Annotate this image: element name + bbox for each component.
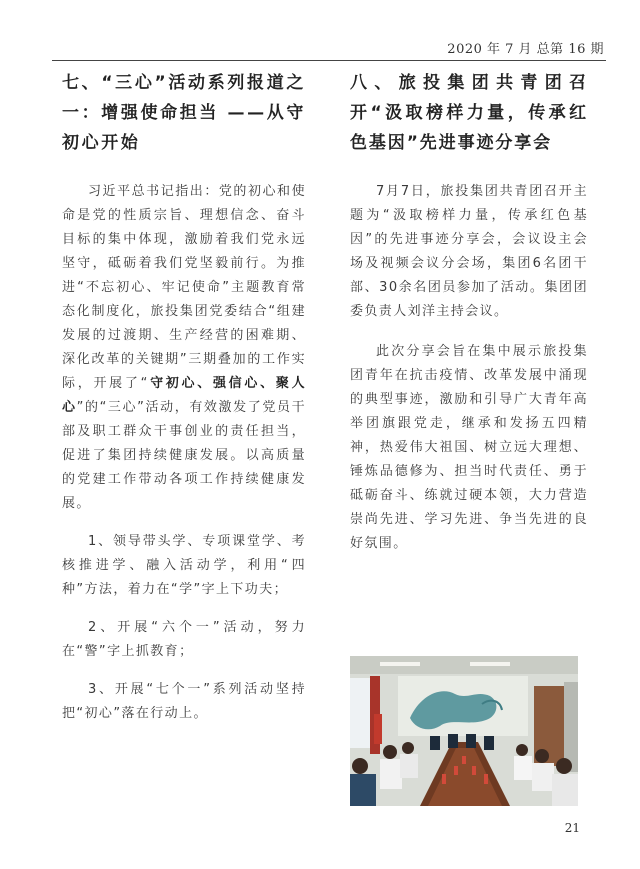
- intro-text-2: ”的“三心”活动，有效激发了党员干部及职工群众干事创业的责任担当，促进了集团持续健康发展。以高质量的党建工作带动各项工作持续健康发展。: [62, 400, 306, 511]
- left-article: [62, 68, 306, 726]
- right-article-paragraph: 7月7日，旅投集团共青团召开主题为“汲取榜样力量，传承红色基因”的先进事迹分享会，会议设主会场及视频会议分会场，集团6名团干部、30余名团员参加了活动。集团团委负责人刘洋主持会议。: [350, 184, 588, 319]
- list-item: 3、开展“七个一”系列活动坚持把“初心”落在行动上。: [62, 682, 306, 721]
- meeting-photo: [350, 656, 578, 806]
- issue-label: 2020 年 7 月 总第 16 期: [447, 42, 604, 57]
- intro-bold-text: 守初心、强信心、聚人心: [62, 376, 306, 415]
- intro-text-1: 习近平总书记指出：党的初心和使命是党的性质宗旨、理想信念、奋斗目标的集中体现，激励着我们党永远坚守，砥砺着我们党坚毅前行。为推进“不忘初心、牢记使命”主题教育常态化制度化，旅投集团党委结合“组建发展的过渡期、生产经营的困难期、深化改革的关键期”三期叠加的工作实际，开展了“: [62, 184, 306, 391]
- right-article-paragraph: 此次分享会旨在集中展示旅投集团青年在抗击疫情、改革发展中涌现的典型事迹，激励和引导广大青年高举团旗跟党走，继承和发扬五四精神，热爱伟大祖国、树立远大理想、锤炼品德修为、担当时代责任、勇于砥砺奋斗、练就过硬本领，大力营造崇尚先进、学习先进、争当先进的良好氛围。: [350, 344, 588, 551]
- right-article-title: 八、旅投集团共青团召开“汲取榜样力量，传承红色基因”先进事迹分享会: [350, 73, 588, 153]
- right-article: [350, 68, 588, 556]
- left-article-title: 七、“三心”活动系列报道之一：增强使命担当 ——从守初心开始: [62, 73, 306, 153]
- list-item: 2、开展“六个一”活动，努力在“警”字上抓教育；: [62, 620, 306, 659]
- page-number: 21: [564, 821, 580, 835]
- list-item: 1、领导带头学、专项课堂学、考核推进学、融入活动学，利用“四种”方法，着力在“学”字上下功夫；: [62, 534, 306, 597]
- left-article-intro: [62, 180, 306, 516]
- header-rule: [52, 60, 606, 61]
- meeting-room-photo-icon: [350, 656, 578, 806]
